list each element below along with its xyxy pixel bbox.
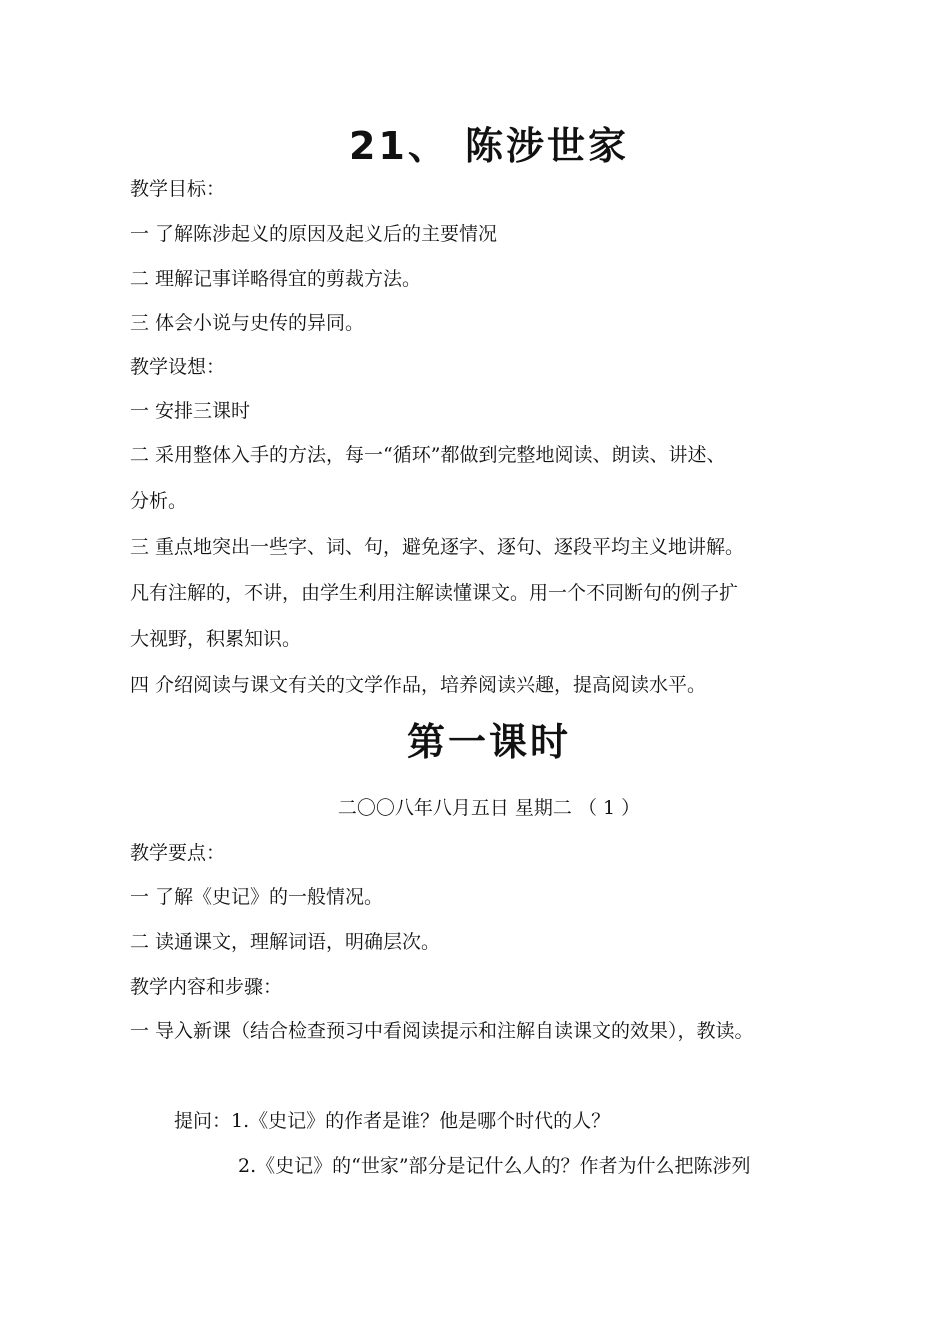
design-line: 三 重点地突出一些字、词、句，避免逐字、逐句、逐段平均主义地讲解。 <box>130 536 745 558</box>
keypoint-line: 一 了解《史记》的一般情况。 <box>130 886 384 908</box>
keypoint-line: 二 读通课文，理解词语，明确层次。 <box>130 931 441 953</box>
question-line: 提问：1.《史记》的作者是谁？他是哪个时代的人？ <box>174 1110 611 1132</box>
objective-line: 一 了解陈涉起义的原因及起义后的主要情况 <box>130 223 498 245</box>
design-line: 四 介绍阅读与课文有关的文学作品，培养阅读兴趣，提高阅读水平。 <box>130 674 707 696</box>
design-line: 一 安排三课时 <box>130 400 251 422</box>
design-line: 分析。 <box>130 490 188 512</box>
steps-heading: 教学内容和步骤： <box>130 976 283 998</box>
design-line: 二 采用整体入手的方法，每一“循环”都做到完整地阅读、朗读、讲述、 <box>130 444 726 466</box>
keypoints-heading: 教学要点： <box>130 842 226 864</box>
design-line: 大视野，积累知识。 <box>130 628 302 650</box>
step-line: 一 导入新课（结合检查预习中看阅读提示和注解自读课文的效果），教读。 <box>130 1020 754 1042</box>
design-heading: 教学设想： <box>130 356 226 378</box>
design-line: 凡有注解的，不讲，由学生利用注解读懂课文。用一个不同断句的例子扩 <box>130 582 739 604</box>
document-title: 21、 陈涉世家 <box>348 124 630 168</box>
objective-line: 二 理解记事详略得宜的剪裁方法。 <box>130 268 422 290</box>
objective-line: 三 体会小说与史传的异同。 <box>130 312 365 334</box>
lesson-date: 二〇〇八年八月五日 星期二 （ 1 ） <box>337 797 641 819</box>
objectives-heading: 教学目标： <box>130 178 226 200</box>
question-line: 2.《史记》的“世家”部分是记什么人的？作者为什么把陈涉列 <box>238 1155 751 1177</box>
lesson-title: 第一课时 <box>406 720 571 764</box>
